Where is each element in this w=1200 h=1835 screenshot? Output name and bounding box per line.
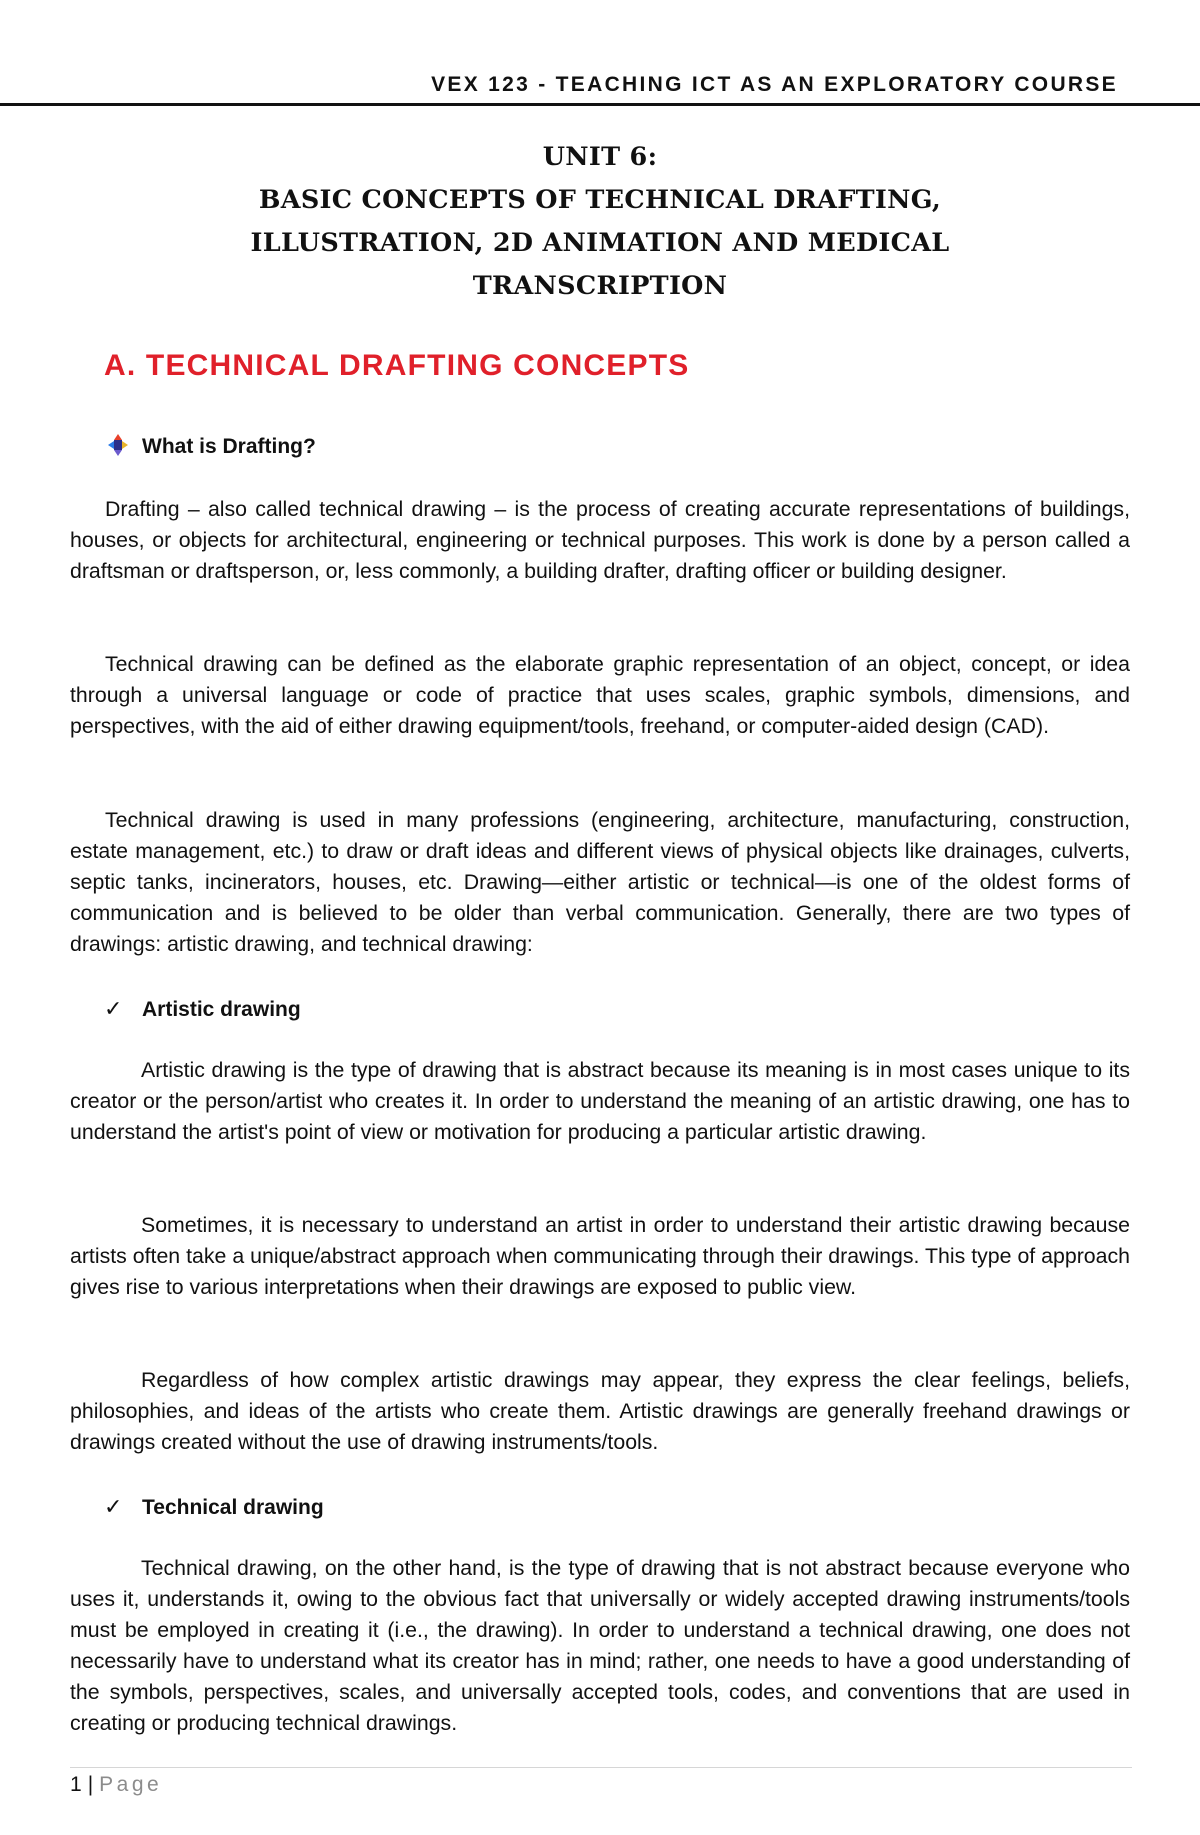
- footer-rule: [70, 1767, 1132, 1768]
- unit-title-line: TRANSCRIPTION: [472, 271, 728, 301]
- subheading-what-is-drafting: [104, 434, 316, 459]
- unit-title-line: UNIT 6:: [542, 142, 658, 172]
- paragraph: Technical drawing is used in many professions (engineering, architecture, manufacturing, construction, estate management, etc.) to draw or draft ideas and different views of physical objects like drainages, culverts, septic tanks, incinerators, houses, etc. Drawing—either artistic or technical—is one of the oldest forms of communication and is believed to be older than verbal communication. Generally, there are two types of drawings: artistic drawing, and technical drawing:: [70, 808, 1130, 956]
- paragraph: Drafting – also called technical drawing – is the process of creating accurate representations of buildings, houses, or objects for architectural, engineering or technical purposes. This work is done by a person called a draftsman or draftsperson, or, less commonly, a building drafter, drafting officer or building designer.: [70, 497, 1130, 583]
- subheading-artistic-drawing: [104, 996, 301, 1022]
- paragraph: Technical drawing, on the other hand, is the type of drawing that is not abstract because everyone who uses it, understands it, owing to the obvious fact that universally or widely accepted drawing instruments/tools must be employed in creating it (i.e., the drawing). In order to understand a technical drawing, one does not necessarily have to understand what its creator has in mind; rather, one needs to have a good understanding of the symbols, perspectives, scales, and universally accepted tools, codes, and conventions that are used in creating or producing technical drawings.: [70, 1556, 1130, 1735]
- page-number: 1: [70, 1773, 82, 1796]
- subheading-technical-drawing: [104, 1494, 324, 1520]
- checkmark-icon: ✓: [104, 1494, 123, 1519]
- page-footer: [70, 1773, 162, 1797]
- paragraph: Sometimes, it is necessary to understand an artist in order to understand their artistic drawing because artists often take a unique/abstract approach when communicating through their drawings. This type of approach gives rise to various interpretations when their drawings are exposed to public view.: [70, 1213, 1130, 1299]
- checkmark-icon: ✓: [104, 996, 123, 1021]
- unit-title-line: BASIC CONCEPTS OF TECHNICAL DRAFTING,: [258, 185, 942, 215]
- four-arrow-icon: [104, 434, 132, 456]
- subheading-label: What is Drafting?: [142, 435, 316, 458]
- section-heading: A. TECHNICAL DRAFTING CONCEPTS: [104, 349, 690, 382]
- paragraph: Artistic drawing is the type of drawing that is abstract because its meaning is in most cases unique to its creator or the person/artist who creates it. In order to understand the meaning of an artistic drawing, one has to understand the artist's point of view or motivation for producing a particular artistic drawing.: [70, 1058, 1130, 1144]
- subheading-label: Artistic drawing: [142, 998, 301, 1021]
- unit-title-line: ILLUSTRATION, 2D ANIMATION AND MEDICAL: [250, 228, 950, 258]
- page-label: Page: [99, 1773, 163, 1796]
- header-rule: [0, 103, 1200, 106]
- unit-title: [70, 136, 1130, 308]
- paragraph: Regardless of how complex artistic drawings may appear, they express the clear feelings, beliefs, philosophies, and ideas of the artists who create them. Artistic drawings are generally freehand drawings or drawings created without the use of drawing instruments/tools.: [70, 1368, 1130, 1454]
- subheading-label: Technical drawing: [142, 1496, 324, 1519]
- paragraph: Technical drawing can be defined as the elaborate graphic representation of an object, concept, or idea through a universal language or code of practice that uses scales, graphic symbols, dimensions, and perspectives, with the aid of either drawing equipment/tools, freehand, or computer-aided design (CAD).: [70, 652, 1130, 738]
- course-header: VEX 123 - TEACHING ICT AS AN EXPLORATORY COURSE: [431, 73, 1118, 96]
- footer-separator: |: [87, 1773, 94, 1796]
